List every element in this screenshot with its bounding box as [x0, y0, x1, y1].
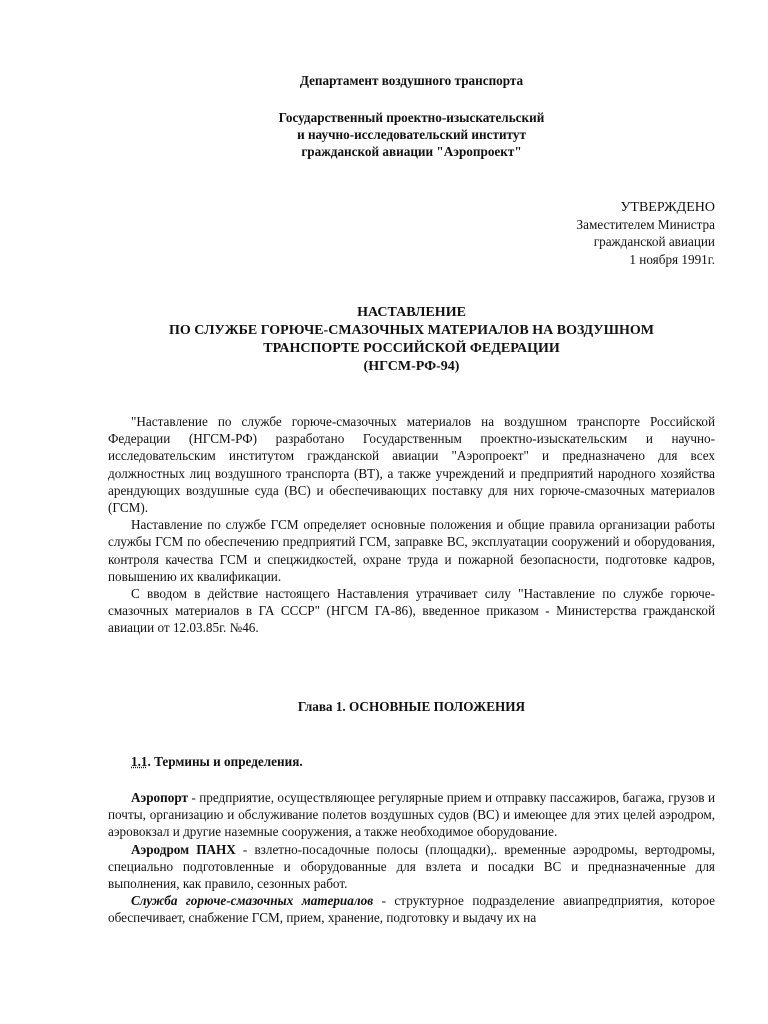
definition-term: Аэродром ПАНХ	[131, 841, 236, 857]
institute-heading	[108, 109, 715, 161]
intro-section	[108, 413, 715, 637]
section-heading	[108, 753, 715, 770]
title-line: (НГСМ-РФ-94)	[363, 359, 460, 374]
definition-text: - структурное подразделение авиапредприятия, которое обеспечивает, снабжение ГСМ, прием, хранение, подготовку и выдачу их на	[108, 893, 715, 926]
definition-text: - предприятие, осуществляющее регулярные прием и отправку пассажиров, багажа, грузов и почты, организацию и обслуживание полетов воздушных судов (ВС) и имеющее для этих целей аэродром, аэровокзал и другие наземные сооружения, а также необходимое оборудование.	[108, 790, 715, 840]
section-number: 1.1	[131, 754, 148, 769]
approval-line: Заместителем Министра	[576, 217, 715, 233]
intro-paragraph: С вводом в действие настоящего Наставления утрачивает силу "Наставление по службе горюче-смазочных материалов в ГА СССР" (НГСМ ГА-86), введенное приказом - Министерства гражданской авиации от 12.03.85г. №46.	[108, 586, 715, 636]
title-line: ПО СЛУЖБЕ ГОРЮЧЕ-СМАЗОЧНЫХ МАТЕРИАЛОВ НА ВОЗДУШНОМ	[169, 323, 654, 338]
document-title	[108, 304, 715, 376]
definitions-list	[108, 789, 715, 927]
department-name: Департамент воздушного транспорта	[299, 73, 524, 88]
institute-line: Государственный проектно-изыскательский	[278, 110, 545, 125]
department-heading	[108, 72, 715, 89]
chapter-heading	[108, 698, 715, 715]
approval-block	[577, 199, 715, 268]
approval-line: 1 ноября 1991г.	[629, 251, 715, 267]
intro-paragraph: Наставление по службе ГСМ определяет основные положения и общие правила организации работы службы ГСМ по обеспечению предприятий ГСМ, заправке ВС, эксплуатации сооружений и оборудования, контроля качества ГСМ и спецжидкостей, охране труда и пожарной безопасности, подготовке кадров, повышению их квалификации.	[108, 517, 715, 584]
intro-paragraph: "Наставление по службе горюче-смазочных материалов на воздушном транспорте Российской Федерации (НГСМ-РФ) разработано Государственным проектно-изыскательским и научно-исследовательским институтом гражданской авиации "Аэропроект" и предназначено для всех должностных лиц воздушного транспорта (ВТ), а также учреждений и предприятий народного хозяйства арендующих воздушные суда (ВС) и обеспечивающих поставку для них горюче-смазочных материалов (ГСМ).	[108, 414, 715, 516]
definition-item	[108, 789, 715, 841]
section-title: . Термины и определения.	[147, 754, 303, 769]
definition-term: Аэропорт	[131, 790, 188, 805]
definition-item	[108, 841, 715, 893]
approval-line: гражданской авиации	[593, 234, 715, 250]
definition-term: Служба горюче-смазочных материалов	[131, 893, 374, 909]
definition-text: - взлетно-посадочные полосы (площадки),. временные аэродромы, вертодромы, специально подготовленные и оборудованные для взлета и посадки ВС и предназначенные для выполнения, как правило, сезонных работ.	[108, 841, 715, 892]
chapter-title: Глава 1. ОСНОВНЫЕ ПОЛОЖЕНИЯ	[297, 699, 526, 714]
definition-item	[108, 892, 715, 926]
approval-stamp: УТВЕРЖДЕНО	[620, 200, 715, 215]
title-line: НАСТАВЛЕНИЕ	[357, 305, 466, 320]
institute-line: гражданской авиации "Аэропроект"	[301, 144, 522, 160]
institute-line: и научно-исследовательский институт	[297, 127, 526, 143]
title-line: ТРАНСПОРТЕ РОССИЙСКОЙ ФЕДЕРАЦИИ	[263, 341, 560, 356]
